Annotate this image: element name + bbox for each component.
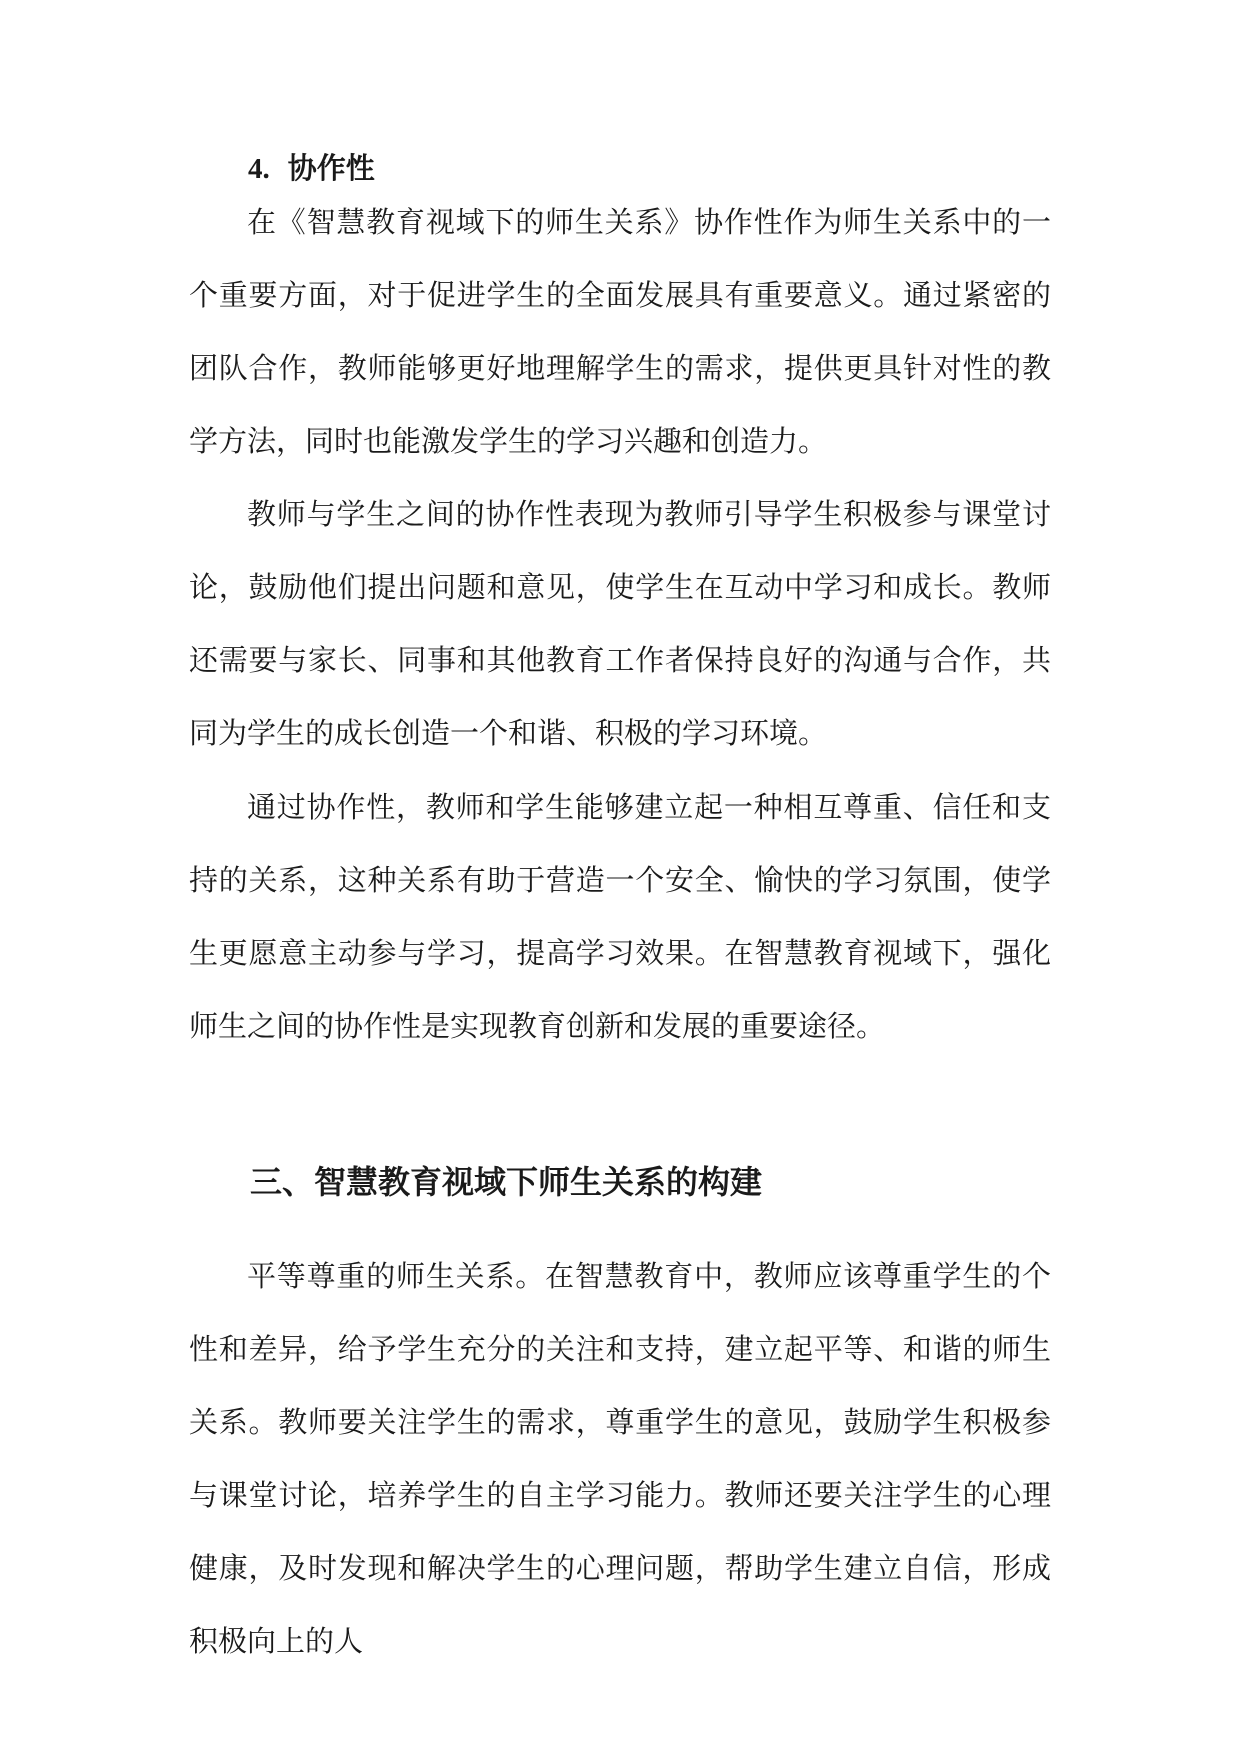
subsection-heading	[248, 148, 375, 189]
paragraph-collaboration-interaction: 教师与学生之间的协作性表现为教师引导学生积极参与课堂讨论，鼓励他们提出问题和意见，使学生在互动中学习和成长。教师还需要与家长、同事和其他教育工作者保持良好的沟通与合作，共同为学生的成长创造一个和谐、积极的学习环境。	[189, 497, 1051, 750]
subsection-number: 4.	[248, 153, 270, 185]
paragraph-collaboration-intro: 在《智慧教育视域下的师生关系》协作性作为师生关系中的一个重要方面，对于促进学生的全面发展具有重要意义。通过紧密的团队合作，教师能够更好地理解学生的需求，提供更具针对性的教学方法，同时也能激发学生的学习兴趣和创造力。	[189, 205, 1051, 458]
subsection-title: 协作性	[287, 151, 375, 185]
paragraph-collaboration-relationship: 通过协作性，教师和学生能够建立起一种相互尊重、信任和支持的关系，这种关系有助于营造一个安全、愉快的学习氛围，使学生更愿意主动参与学习，提高学习效果。在智慧教育视域下，强化师生之间的协作性是实现教育创新和发展的重要途径。	[189, 790, 1051, 1043]
section-heading: 三、智慧教育视域下师生关系的构建	[250, 1163, 763, 1201]
paragraph-equal-respect: 平等尊重的师生关系。在智慧教育中，教师应该尊重学生的个性和差异，给予学生充分的关注和支持，建立起平等、和谐的师生关系。教师要关注学生的需求，尊重学生的意见，鼓励学生积极参与课堂讨论，培养学生的自主学习能力。教师还要关注学生的心理健康，及时发现和解决学生的心理问题，帮助学生建立自信，形成积极向上的人	[189, 1259, 1051, 1658]
